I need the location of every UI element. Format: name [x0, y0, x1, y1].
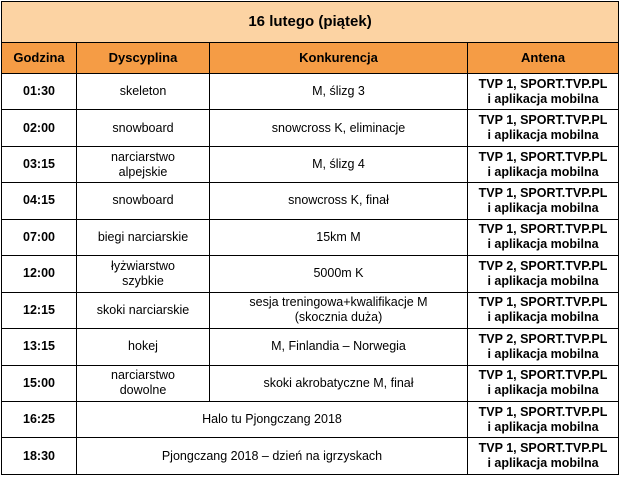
- channel-line: i aplikacja mobilna: [487, 200, 599, 215]
- channel-line: i aplikacja mobilna: [487, 91, 599, 106]
- channel-line: i aplikacja mobilna: [487, 310, 599, 325]
- table-row: [2, 329, 619, 365]
- discipline-cell: skoki narciarskie: [77, 292, 210, 328]
- event-cell: skoki akrobatyczne M, finał: [210, 365, 468, 401]
- time-cell: 16:25: [2, 401, 77, 437]
- channel-line: TVP 1, SPORT.TVP.PL: [478, 295, 608, 310]
- discipline-cell: biegi narciarskie: [77, 219, 210, 255]
- event-cell: 5000m K: [210, 256, 468, 292]
- header-channel: Antena: [468, 42, 619, 73]
- discipline-cell: snowboard: [77, 110, 210, 146]
- schedule-table: [1, 1, 619, 475]
- channel-cell: [468, 365, 619, 401]
- channel-line: i aplikacja mobilna: [487, 383, 599, 398]
- table-row: [2, 438, 619, 475]
- channel-line: TVP 1, SPORT.TVP.PL: [478, 185, 608, 200]
- table-row: [2, 110, 619, 146]
- event-cell: 15km M: [210, 219, 468, 255]
- event-cell: snowcross K, finał: [210, 183, 468, 219]
- event-cell: M, ślizg 4: [210, 146, 468, 182]
- discipline-cell: skeleton: [77, 73, 210, 109]
- time-cell: 15:00: [2, 365, 77, 401]
- channel-line: TVP 1, SPORT.TVP.PL: [478, 404, 608, 419]
- table-row: [2, 365, 619, 401]
- channel-cell: [468, 256, 619, 292]
- channel-line: TVP 1, SPORT.TVP.PL: [478, 441, 608, 456]
- channel-line: i aplikacja mobilna: [487, 128, 599, 143]
- table-row: [2, 292, 619, 328]
- header-time: Godzina: [2, 42, 77, 73]
- page-title: 16 lutego (piątek): [2, 2, 619, 43]
- table-row: [2, 146, 619, 182]
- channel-cell: [468, 401, 619, 437]
- discipline-cell: snowboard: [77, 183, 210, 219]
- channel-line: i aplikacja mobilna: [487, 237, 599, 252]
- discipline-cell: [77, 365, 210, 401]
- discipline-cell: [77, 256, 210, 292]
- table-row: [2, 256, 619, 292]
- channel-line: i aplikacja mobilna: [487, 164, 599, 179]
- time-cell: 03:15: [2, 146, 77, 182]
- table-row: [2, 73, 619, 109]
- channel-line: TVP 1, SPORT.TVP.PL: [478, 149, 608, 164]
- channel-line: TVP 1, SPORT.TVP.PL: [478, 76, 608, 91]
- discipline-line: szybkie: [122, 273, 164, 288]
- table-row: [2, 183, 619, 219]
- table-row: [2, 401, 619, 437]
- discipline-cell: hokej: [77, 329, 210, 365]
- channel-cell: [468, 146, 619, 182]
- event-cell: snowcross K, eliminacje: [210, 110, 468, 146]
- time-cell: 01:30: [2, 73, 77, 109]
- time-cell: 04:15: [2, 183, 77, 219]
- channel-line: TVP 2, SPORT.TVP.PL: [478, 258, 608, 273]
- event-line: sesja treningowa+kwalifikacje M: [249, 295, 428, 310]
- channel-cell: [468, 219, 619, 255]
- event-cell: [210, 292, 468, 328]
- discipline-line: narciarstwo: [111, 368, 175, 383]
- channel-line: TVP 2, SPORT.TVP.PL: [478, 331, 608, 346]
- channel-cell: [468, 438, 619, 475]
- time-cell: 12:00: [2, 256, 77, 292]
- channel-cell: [468, 183, 619, 219]
- discipline-line: narciarstwo: [111, 149, 175, 164]
- discipline-cell: [77, 146, 210, 182]
- event-cell: M, Finlandia – Norwegia: [210, 329, 468, 365]
- channel-line: TVP 1, SPORT.TVP.PL: [478, 113, 608, 128]
- table-row: [2, 219, 619, 255]
- time-cell: 13:15: [2, 329, 77, 365]
- program-cell: Halo tu Pjongczang 2018: [77, 401, 468, 437]
- channel-line: i aplikacja mobilna: [487, 273, 599, 288]
- discipline-line: alpejskie: [118, 164, 168, 179]
- channel-line: i aplikacja mobilna: [487, 346, 599, 361]
- event-line: (skocznia duża): [294, 310, 383, 325]
- channel-cell: [468, 292, 619, 328]
- channel-line: TVP 1, SPORT.TVP.PL: [478, 368, 608, 383]
- event-cell: M, ślizg 3: [210, 73, 468, 109]
- channel-line: TVP 1, SPORT.TVP.PL: [478, 222, 608, 237]
- time-cell: 18:30: [2, 438, 77, 475]
- discipline-line: łyżwiarstwo: [111, 258, 175, 273]
- channel-line: i aplikacja mobilna: [487, 456, 599, 471]
- time-cell: 12:15: [2, 292, 77, 328]
- discipline-line: dowolne: [119, 383, 167, 398]
- header-event: Konkurencja: [210, 42, 468, 73]
- time-cell: 07:00: [2, 219, 77, 255]
- header-discipline: Dyscyplina: [77, 42, 210, 73]
- program-cell: Pjongczang 2018 – dzień na igrzyskach: [77, 438, 468, 475]
- channel-line: i aplikacja mobilna: [487, 419, 599, 434]
- channel-cell: [468, 73, 619, 109]
- time-cell: 02:00: [2, 110, 77, 146]
- channel-cell: [468, 110, 619, 146]
- channel-cell: [468, 329, 619, 365]
